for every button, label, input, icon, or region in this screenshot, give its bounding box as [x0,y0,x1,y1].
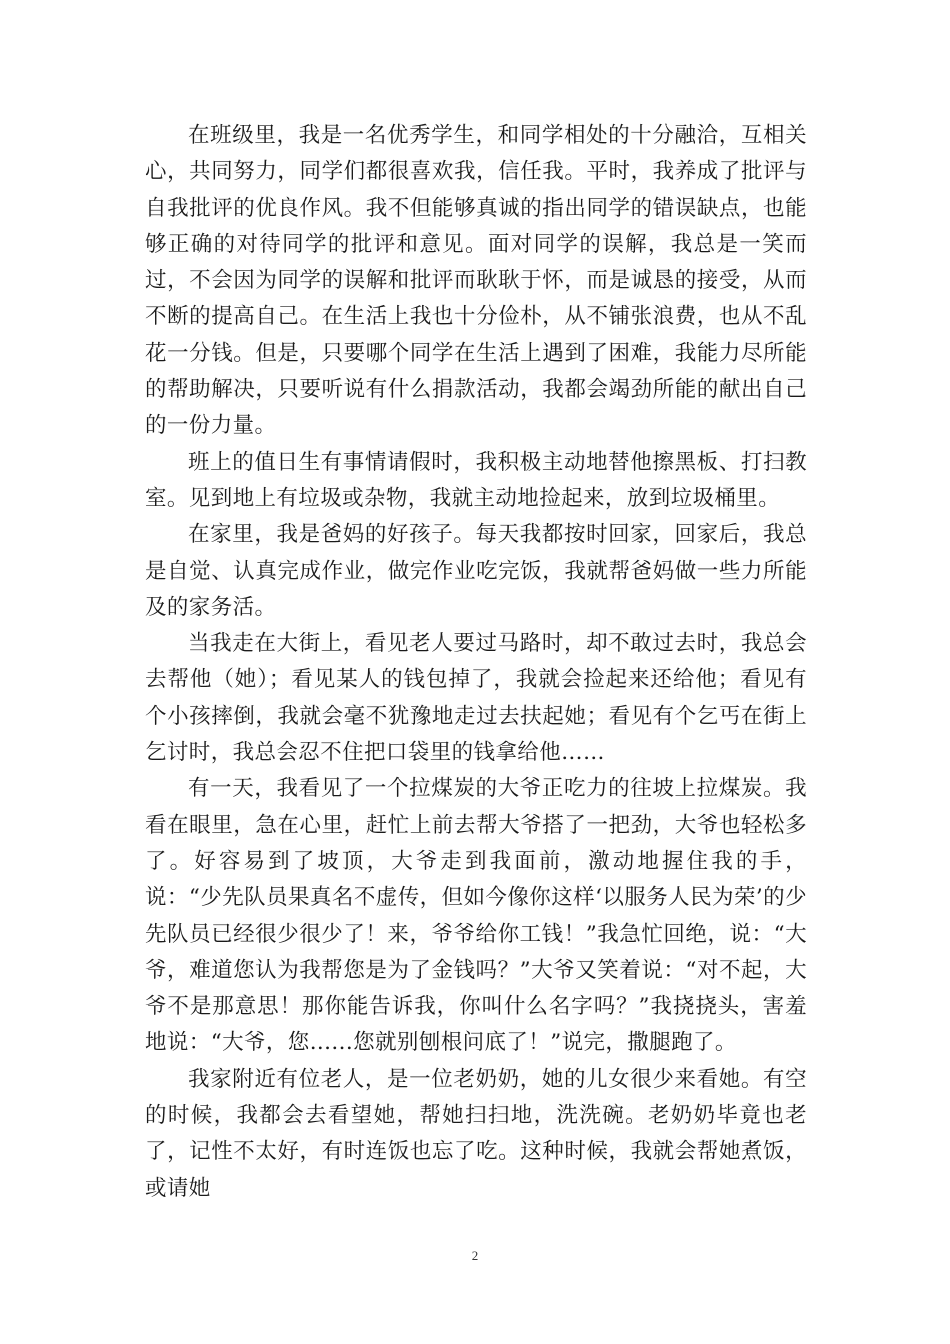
paragraph-6: 我家附近有位老人，是一位老奶奶，她的儿女很少来看她。有空的时候，我都会去看望她，帮她扫扫地，洗洗碗。老奶奶毕竟也老了，记性不太好，有时连饭也忘了吃。这种时候，我就会帮她煮饭，或请她 [145,1066,807,1201]
paragraph-2: 班上的值日生有事情请假时，我积极主动地替他擦黑板、打扫教室。见到地上有垃圾或杂物，我就主动地捡起来，放到垃圾桶里。 [145,449,807,511]
body-text [145,118,807,1207]
page-number: 2 [471,1248,479,1263]
paragraph-1: 在班级里，我是一名优秀学生，和同学相处的十分融洽，互相关心，共同努力，同学们都很喜欢我，信任我。平时，我养成了批评与自我批评的优良作风。我不但能够真诚的指出同学的错误缺点，也能够正确的对待同学的批评和意见。面对同学的误解，我总是一笑而过，不会因为同学的误解和批评而耿耿于怀，而是诚恳的接受，从而不断的提高自己。在生活上我也十分俭朴，从不铺张浪费，也从不乱花一分钱。但是，只要哪个同学在生活上遇到了困难，我能力尽所能的帮助解决，只要听说有什么捐款活动，我都会竭劲所能的献出自己的一份力量。 [145,123,807,439]
paragraph-3: 在家里，我是爸妈的好孩子。每天我都按时回家，回家后，我总是自觉、认真完成作业，做完作业吃完饭，我就帮爸妈做一些力所能及的家务活。 [145,522,807,620]
paragraph-5: 有一天，我看见了一个拉煤炭的大爷正吃力的往坡上拉煤炭。我看在眼里，急在心里，赶忙上前去帮大爷搭了一把劲，大爷也轻松多了。好容易到了坡顶，大爷走到我面前，激动地握住我的手，说：“少先队员果真名不虚传，但如今像你这样‘以服务人民为荣’的少先队员已经很少很少了！来，爷爷给你工钱！”我急忙回绝，说：“大爷，难道您认为我帮您是为了金钱吗？”大爷又笑着说：“对不起，大爷不是那意思！那你能告诉我，你叫什么名字吗？”我挠挠头，害羞地说：“大爷，您......您就别刨根问底了！”说完，撒腿跑了。 [145,776,807,1056]
paragraph-4: 当我走在大街上，看见老人要过马路时，却不敢过去时，我总会去帮他（她）；看见某人的钱包掉了，我就会捡起来还给他；看见有个小孩摔倒，我就会毫不犹豫地走过去扶起她；看见有个乞丐在街上乞讨时，我总会忍不住把口袋里的钱拿给他…… [145,631,807,766]
